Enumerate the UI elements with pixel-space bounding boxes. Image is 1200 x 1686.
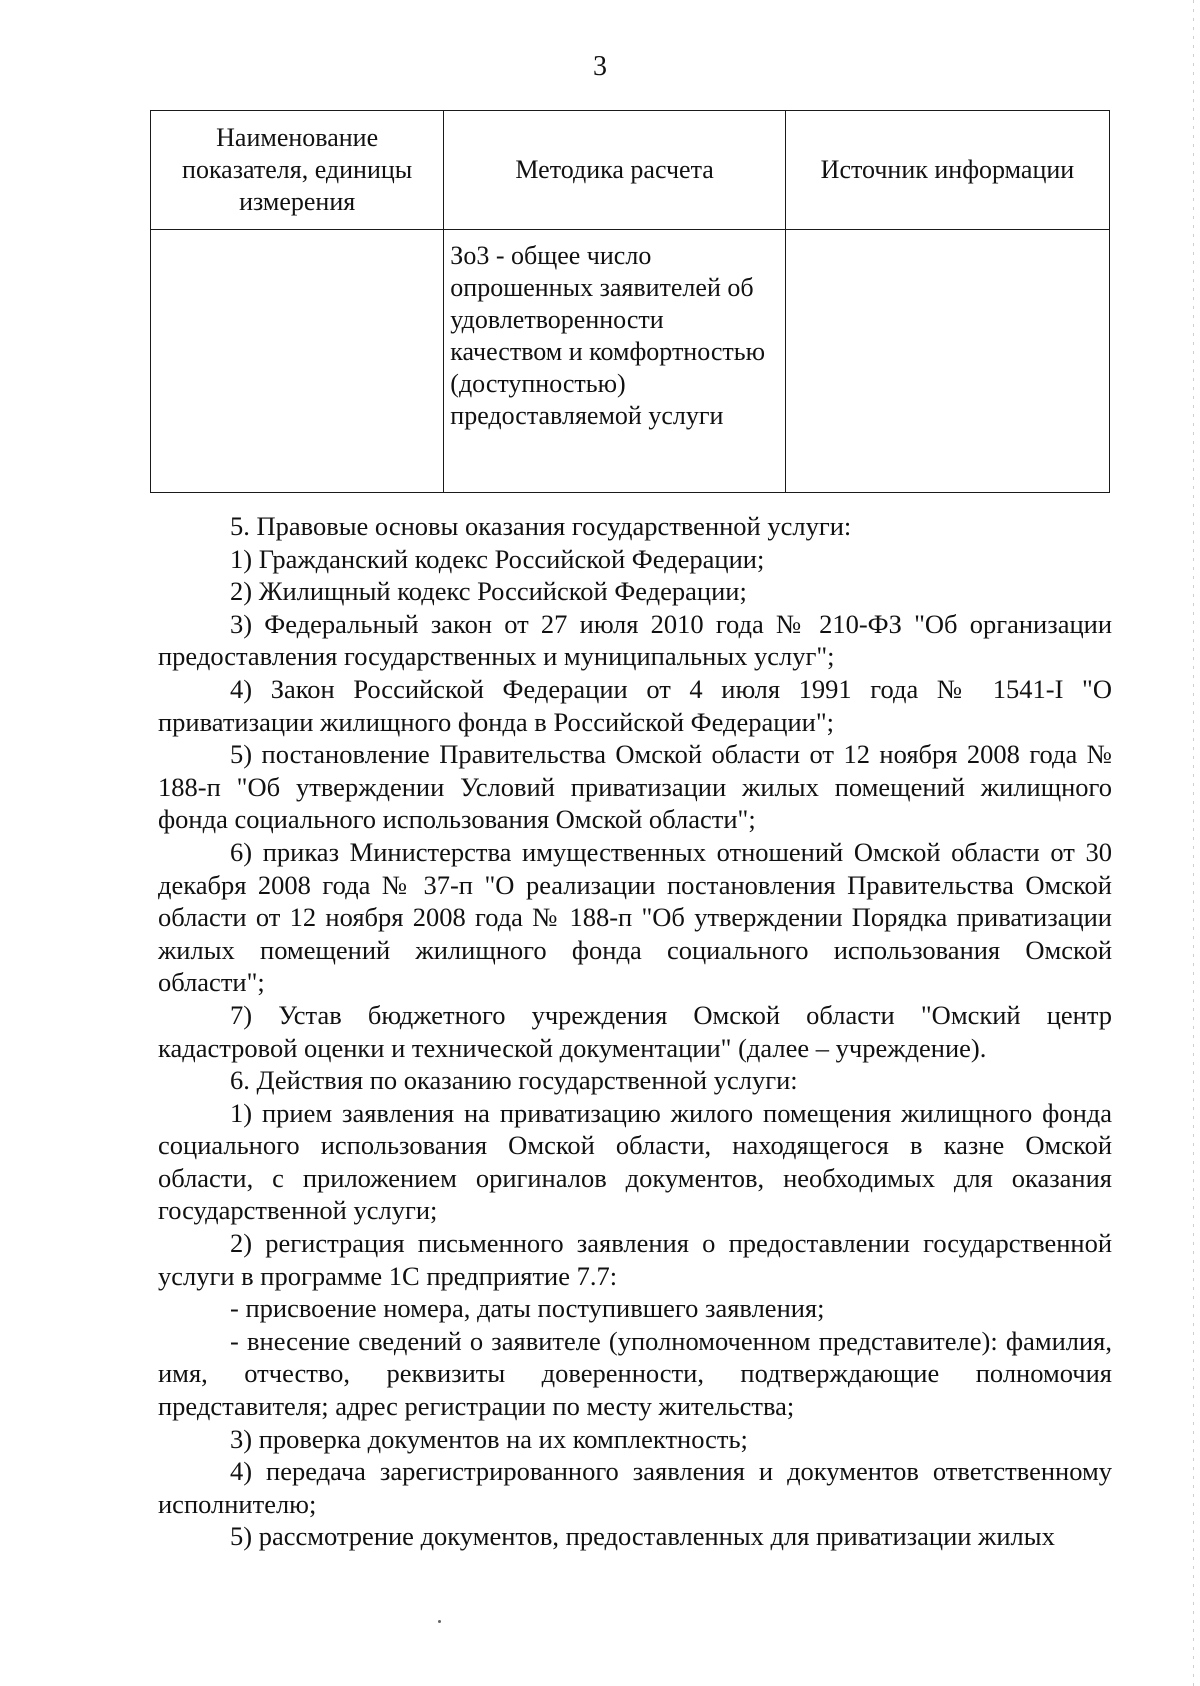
cell-source <box>785 230 1109 493</box>
cell-indicator <box>151 230 444 493</box>
scan-edge-line <box>1193 0 1194 1686</box>
header-information-source: Источник информации <box>785 111 1109 230</box>
scan-dot <box>438 1620 441 1623</box>
legal-basis-item-6: 6) приказ Министерства имущественных отношений Омской области от 30 декабря 2008 года № 37-п "О реализации постановления Правительства Омской области от 12 ноября 2008 года № 188-п "Об утверждении Порядка приватизации жилых помещений жилищного фонда социального использования Омской области"; <box>158 836 1112 998</box>
header-calculation-method: Методика расчета <box>444 111 786 230</box>
legal-basis-item-4: 4) Закон Российской Федерации от 4 июля 1991 года № 1541-I "О приватизации жилищного фонда в Российской Федерации"; <box>158 673 1112 737</box>
cell-method: Зо3 - общее число опрошенных заявителей об удовлетворенности качеством и комфортностью (доступностью) предоставляемой услуги <box>444 230 786 493</box>
document-body <box>158 510 1112 1553</box>
legal-basis-item-2: 2) Жилищный кодекс Российской Федерации; <box>230 576 747 607</box>
action-item-4: 4) передача зарегистрированного заявления и документов ответственному исполнителю; <box>158 1456 1112 1519</box>
legal-basis-item-1: 1) Гражданский кодекс Российской Федерации; <box>230 543 765 574</box>
legal-basis-item-5: 5) постановление Правительства Омской области от 12 ноября 2008 года № 188-п "Об утверждении Условий приватизации жилых помещений жилищного фонда социального использования Омской области"; <box>158 739 1112 835</box>
legal-basis-item-3: 3) Федеральный закон от 27 июля 2010 года № 210-ФЗ "Об организации предоставления государственных и муниципальных услуг"; <box>158 608 1112 672</box>
table-header <box>151 111 1110 230</box>
indicator-table <box>150 110 1110 493</box>
table-header-row <box>151 111 1110 230</box>
page-number: 3 <box>593 51 607 82</box>
section-6-heading: 6. Действия по оказанию государственной услуги: <box>230 1065 798 1096</box>
action-item-3: 3) проверка документов на их комплектность; <box>230 1423 748 1454</box>
action-item-1: 1) прием заявления на приватизацию жилого помещения жилищного фонда социального использования Омской области, находящегося в казне Омской области, с приложением оригиналов документов, необходимых для оказания государственной услуги; <box>158 1097 1112 1226</box>
action-subitem-1: - присвоение номера, даты поступившего заявления; <box>230 1293 825 1324</box>
header-indicator-name: Наименование показателя, единицы измерения <box>151 111 444 230</box>
table-row <box>151 230 1110 493</box>
action-item-2: 2) регистрация письменного заявления о предоставлении государственной услуги в программе 1С предприятие 7.7: <box>158 1228 1112 1291</box>
action-item-5: 5) рассмотрение документов, предоставленных для приватизации жилых <box>230 1521 1055 1552</box>
section-5-heading: 5. Правовые основы оказания государственной услуги: <box>230 511 852 541</box>
legal-basis-item-7: 7) Устав бюджетного учреждения Омской области "Омский центр кадастровой оценки и технической документации" (далее – учреждение). <box>158 999 1112 1063</box>
action-subitem-2: - внесение сведений о заявителе (уполномоченном представителе): фамилия, имя, отчество, реквизиты доверенности, подтверждающие полномочия представителя; адрес регистрации по месту жительства; <box>158 1325 1112 1422</box>
